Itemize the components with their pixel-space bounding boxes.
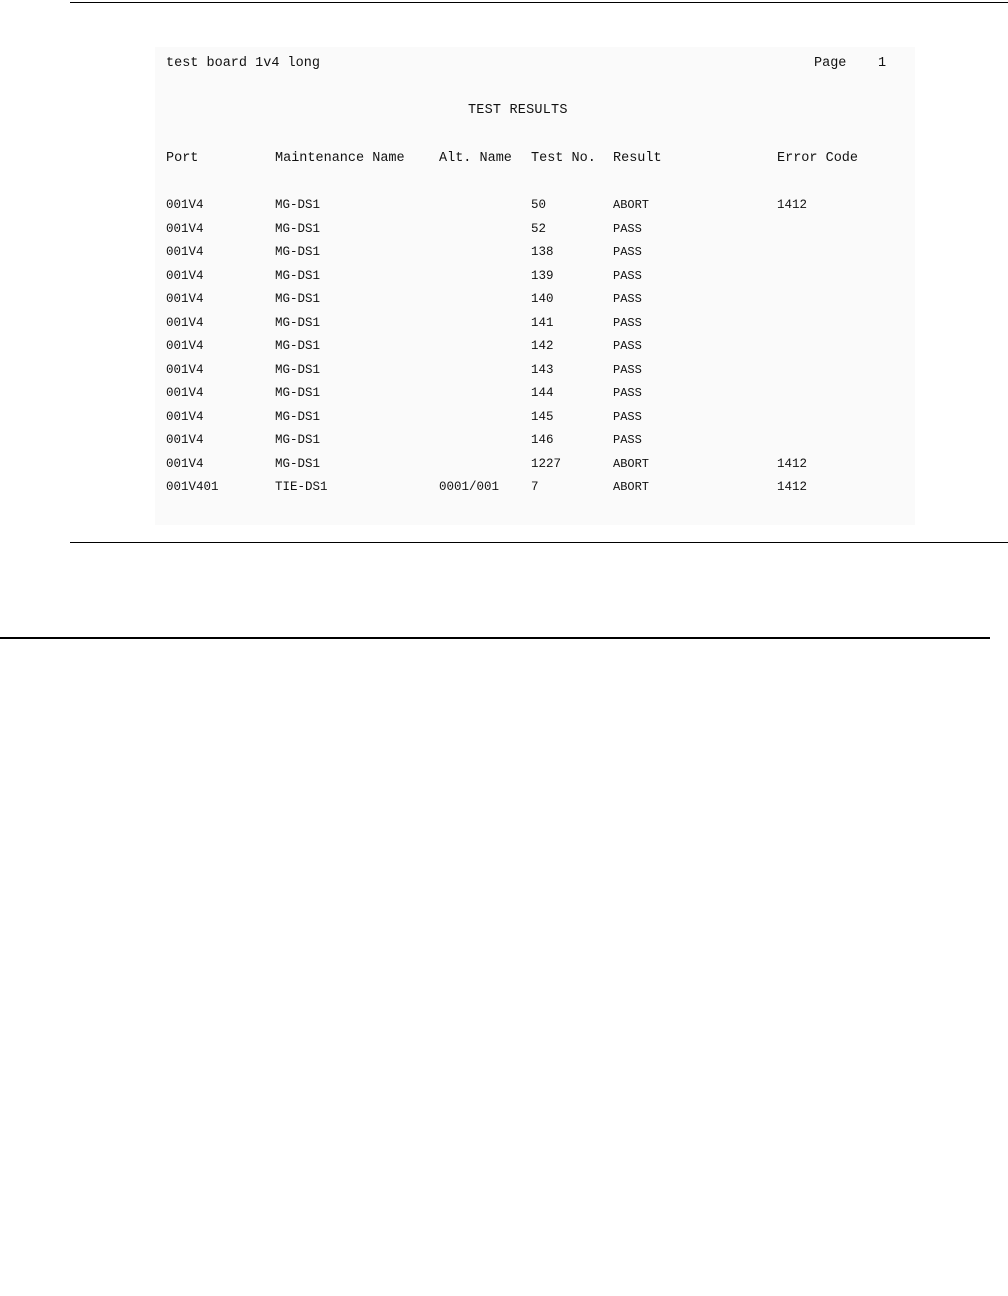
port-cell: 001V4 [166,362,204,377]
port-cell: 001V4 [166,198,204,212]
terminal-screen [155,47,915,525]
test-no-cell: 139 [531,268,554,283]
table-row [155,409,915,425]
port-cell: 001V4 [166,221,204,236]
table-row [155,291,915,307]
column-header-alt-name: Alt. Name [439,151,512,166]
port-cell: 001V4 [166,456,204,471]
test-no-cell: 145 [531,409,554,424]
test-no-cell: 144 [531,386,554,400]
table-row [155,432,915,448]
test-no-cell: 138 [531,245,554,259]
test-no-cell: 141 [531,315,554,330]
result-cell: PASS [613,292,642,306]
port-cell: 001V4 [166,292,204,306]
result-cell: ABORT [613,480,650,494]
port-cell: 001V4 [166,268,204,283]
port-cell: 001V4 [166,409,204,424]
table-row [155,244,915,260]
maintenance-name-cell: MG-DS1 [275,433,321,447]
port-cell: 001V4 [166,433,204,447]
maintenance-name-cell: MG-DS1 [275,198,321,212]
table-row [155,197,915,213]
test-no-cell: 1227 [531,456,562,471]
maintenance-name-cell: MG-DS1 [275,362,321,377]
column-header-row [155,151,915,167]
column-header-port: Port [166,151,199,166]
error-code-cell: 1412 [777,456,808,471]
port-cell: 001V4 [166,245,204,259]
table-row [155,456,915,472]
maintenance-name-cell: MG-DS1 [275,339,321,353]
maintenance-name-cell: MG-DS1 [275,409,321,424]
test-no-cell: 143 [531,362,554,377]
bottom-rule [70,542,1008,543]
table-row [155,221,915,237]
result-cell: PASS [613,315,642,330]
result-cell: PASS [613,339,642,353]
result-cell: ABORT [613,198,650,212]
command-line: test board 1v4 long [166,56,320,71]
maintenance-name-cell: MG-DS1 [275,386,321,400]
port-cell: 001V401 [166,480,219,494]
maintenance-name-cell: MG-DS1 [275,292,321,306]
error-code-cell: 1412 [777,480,808,494]
result-cell: PASS [613,268,642,283]
alt-name-cell: 0001/001 [439,480,500,494]
error-code-cell: 1412 [777,198,808,212]
maintenance-name-cell: TIE-DS1 [275,480,328,494]
table-row [155,385,915,401]
test-no-cell: 146 [531,433,554,447]
page-number: 1 [878,56,887,71]
maintenance-name-cell: MG-DS1 [275,315,321,330]
port-cell: 001V4 [166,339,204,353]
top-rule [70,2,1008,3]
test-no-cell: 7 [531,480,539,494]
footer-rule [0,637,990,639]
maintenance-name-cell: MG-DS1 [275,245,321,259]
result-cell: PASS [613,386,642,400]
test-no-cell: 52 [531,221,547,236]
result-cell: PASS [613,433,642,447]
port-cell: 001V4 [166,386,204,400]
table-row [155,338,915,354]
test-no-cell: 140 [531,292,554,306]
result-cell: PASS [613,362,642,377]
maintenance-name-cell: MG-DS1 [275,456,321,471]
test-no-cell: 142 [531,339,554,353]
result-cell: PASS [613,409,642,424]
screen-title: TEST RESULTS [468,103,568,118]
result-cell: PASS [613,245,642,259]
table-row [155,315,915,331]
maintenance-name-cell: MG-DS1 [275,221,321,236]
column-header-maintenance-name: Maintenance Name [275,151,405,166]
table-row [155,268,915,284]
maintenance-name-cell: MG-DS1 [275,268,321,283]
result-cell: ABORT [613,456,650,471]
page-label: Page [814,56,847,71]
table-row [155,362,915,378]
port-cell: 001V4 [166,315,204,330]
column-header-result: Result [613,151,662,166]
column-header-error-code: Error Code [777,151,859,166]
column-header-test-no: Test No. [531,151,596,166]
result-cell: PASS [613,221,642,236]
table-row [155,479,915,495]
test-no-cell: 50 [531,198,547,212]
